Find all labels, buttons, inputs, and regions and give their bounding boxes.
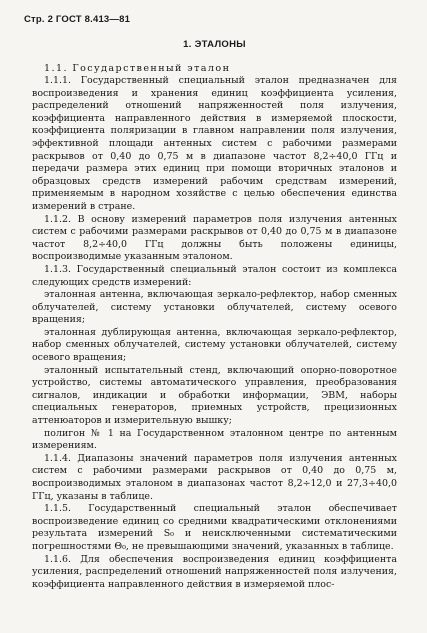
paragraph-1-1-3: 1.1.3. Государственный специальный эталон состоит из комплекса следующих средств измерений: xyxy=(32,263,397,288)
section-title: 1. ЭТАЛОНЫ xyxy=(183,39,246,50)
paragraph-1-1-1: 1.1.1. Государственный специальный эталон предназначен для воспроизведения и хранения единиц коэффициента усиления, распределений отношений напряженностей поля излучения, коэффициента направленного действия в измеряемой плоскости, коэффициента поляризации в главном направлении поля излучения, эффективной площади антенных систем с рабочими размерами раскрывов от 0,40 до 0,75 м в диапазоне частот 8,2÷40,0 ГГц и передачи размера этих единиц при помощи вторичных эталонов и образцовых средств измерений рабочим средствам измерений, применяемым в народном хозяйстве с целью обеспечения единства измерений в стране. xyxy=(32,75,397,212)
list-item-reference-antenna: эталонная антенна, включающая зеркало-рефлектор, набор сменных облучателей, систему установки облучателей, систему осевого вращения; xyxy=(32,289,397,326)
list-item-test-stand: эталонный испытательный стенд, включающий опорно-поворотное устройство, системы автоматического управления, преобразования сигналов, индикации и обработки информации, ЭВМ, наборы специальных генераторов, приемных устройств, прецизионных аттенюаторов и измерительную вышку; xyxy=(32,364,397,427)
page-header: Стр. 2 ГОСТ 8.413—81 xyxy=(24,14,131,25)
paragraph-1-1-6: 1.1.6. Для обеспечения воспроизведения единиц коэффициента усиления, распределений отношений напряженностей поля излучения, коэффициента направленного действия в измеряемой плос- xyxy=(32,553,397,590)
paragraph-1-1-5: 1.1.5. Государственный специальный эталон обеспечивает воспроизведение единиц со средними квадратическими отклонениями результата измерений S₀ и неисключенными систематическими погрешностями Θ₀, не превышающими значений, указанных в таблице. xyxy=(32,503,397,552)
paragraph-1-1-4: 1.1.4. Диапазоны значений параметров поля излучения антенных систем с рабочими размерами раскрывов от 0,40 до 0,75 м, воспроизводимых эталоном в диапазонах частот 8,2÷12,0 и 27,3÷40,0 ГГц, указаны в таблице. xyxy=(32,452,397,502)
subsection-title: 1.1. Государственный эталон xyxy=(44,63,231,74)
list-item-test-range: полигон № 1 на Государственном эталонном центре по антенным измерениям. xyxy=(32,427,397,452)
list-item-backup-antenna: эталонная дублирующая антенна, включающая зеркало-рефлектор, набор сменных облучателей, систему установки облучателей, систему осевого вращения; xyxy=(32,326,397,364)
paragraph-1-1-2: 1.1.2. В основу измерений параметров поля излучения антенных систем с рабочими размерами раскрывов от 0,40 до 0,75 м в диапазоне частот 8,2÷40,0 ГГц должны быть положены единицы, воспроизводимые указанным эталоном. xyxy=(32,213,397,263)
